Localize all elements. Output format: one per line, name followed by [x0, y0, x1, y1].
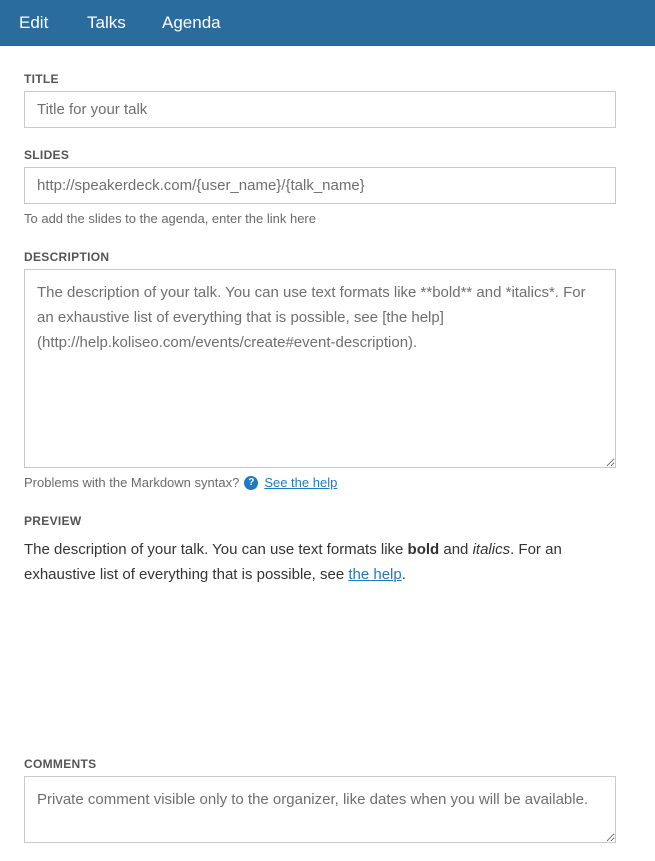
preview-help-link[interactable]: the help [348, 566, 402, 583]
description-textarea[interactable] [24, 269, 616, 468]
preview-text-2: and [439, 541, 473, 558]
slides-input[interactable] [24, 167, 616, 204]
preview-content [24, 537, 624, 587]
comments-textarea[interactable] [24, 776, 616, 843]
preview-text-4: . [401, 566, 406, 583]
preview-bold: bold [407, 541, 440, 558]
comments-label: COMMENTS [24, 757, 97, 771]
markdown-help-text: Problems with the Markdown syntax? [24, 475, 240, 490]
top-nav-bar [0, 0, 655, 46]
description-label: DESCRIPTION [24, 250, 110, 264]
preview-label: PREVIEW [24, 514, 82, 528]
question-icon: ? [244, 476, 258, 490]
nav-talks[interactable]: Talks [87, 13, 126, 32]
preview-italic: italics [472, 541, 511, 558]
preview-text-1: The description of your talk. You can use text formats like [24, 541, 408, 558]
nav-agenda[interactable]: Agenda [162, 13, 221, 32]
preview-text-3: . For an exhaustive list of everything that is possible, see [24, 541, 562, 583]
slides-label: SLIDES [24, 148, 70, 162]
title-label: TITLE [24, 72, 59, 86]
see-the-help-link[interactable]: See the help [264, 475, 338, 490]
nav-edit[interactable]: Edit [19, 13, 49, 32]
markdown-help-line [24, 475, 337, 490]
title-input[interactable] [24, 91, 616, 128]
slides-hint: To add the slides to the agenda, enter the link here [24, 211, 316, 226]
